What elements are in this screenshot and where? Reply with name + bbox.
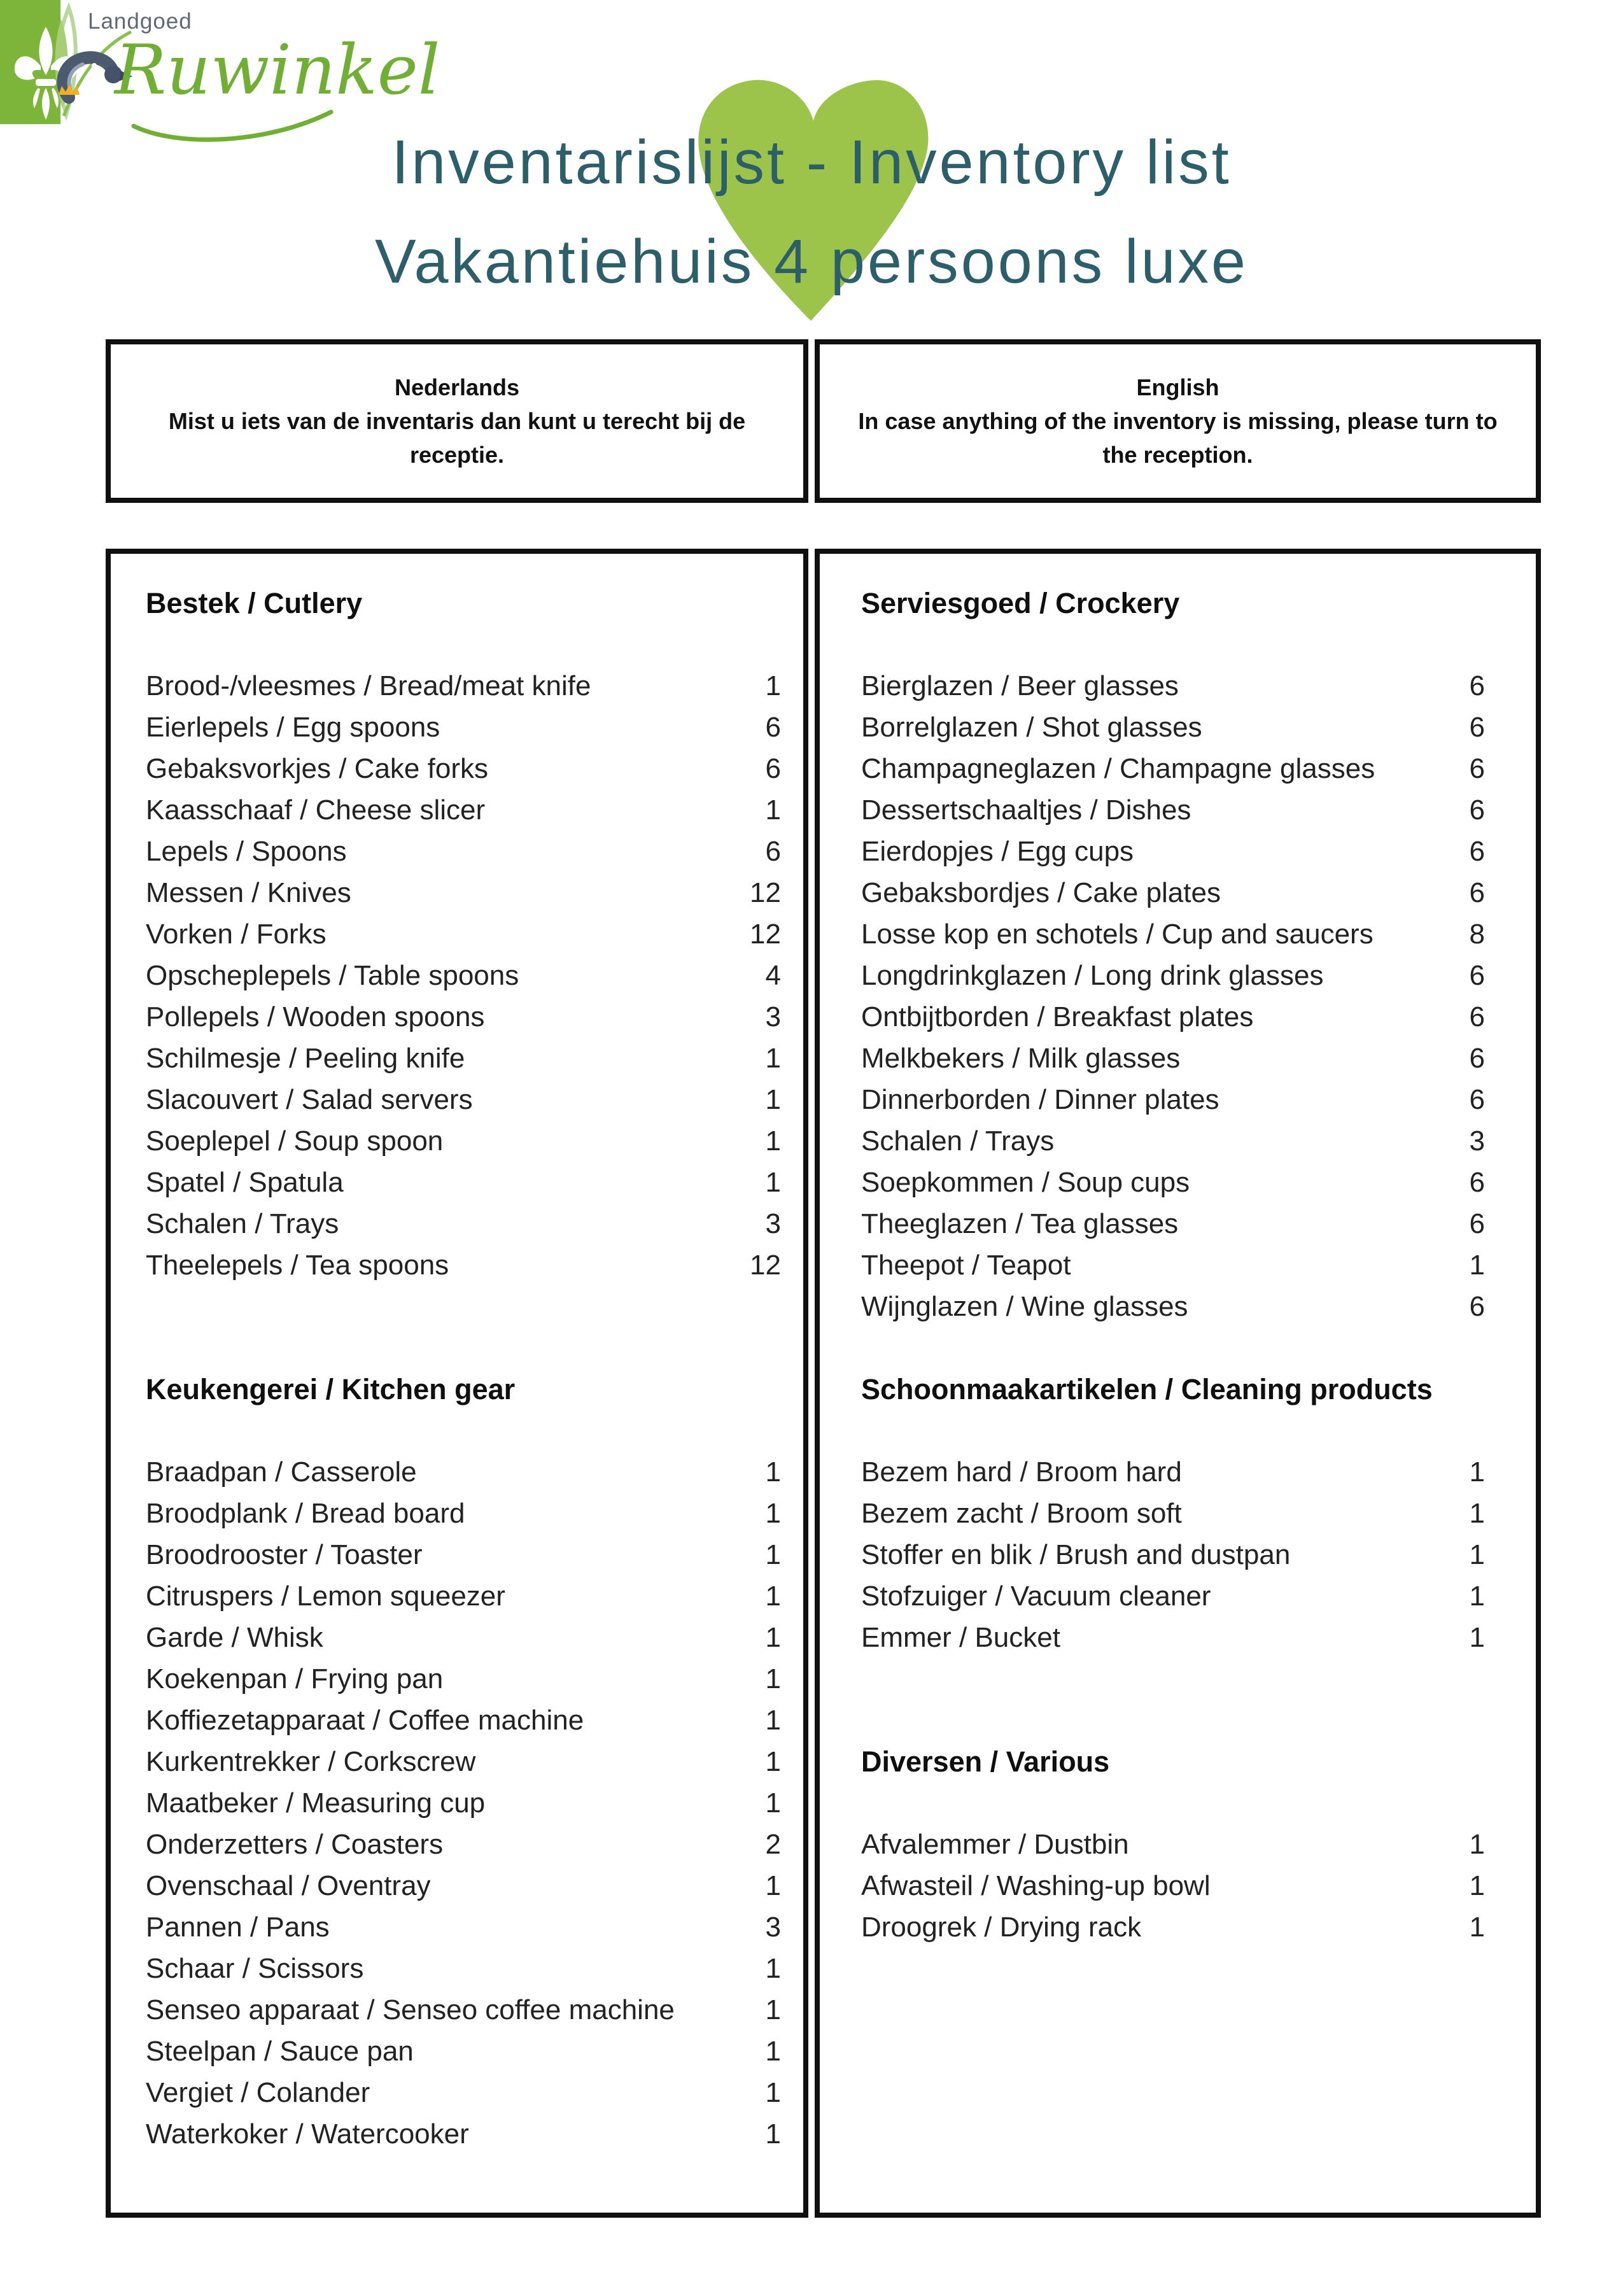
- inventory-box-right: [815, 549, 1541, 2218]
- inventory-row: [861, 831, 1485, 872]
- item-qty: 1: [765, 1125, 781, 1157]
- inventory-row: [146, 665, 781, 707]
- item-qty: 1: [765, 2077, 781, 2108]
- page-title-line1: Inventarislijst - Inventory list: [391, 127, 1232, 197]
- item-qty: 1: [765, 1456, 781, 1488]
- item-name: Schalen / Trays: [146, 1208, 339, 1239]
- item-name: Stoffer en blik / Brush and dustpan: [861, 1539, 1291, 1570]
- item-name: Steelpan / Sauce pan: [146, 2036, 414, 2067]
- item-name: Kaasschaaf / Cheese slicer: [146, 794, 486, 826]
- item-qty: 1: [765, 1167, 781, 1198]
- item-qty: 3: [765, 1208, 781, 1239]
- item-qty: 1: [765, 1870, 781, 1901]
- item-name: Vergiet / Colander: [146, 2077, 370, 2108]
- inventory-row: [861, 913, 1485, 955]
- item-name: Soeplepel / Soup spoon: [146, 1125, 444, 1157]
- inventory-row: [146, 1493, 781, 1534]
- inventory-row: [861, 1534, 1485, 1575]
- item-qty: 1: [765, 1043, 781, 1074]
- inventory-row: [861, 872, 1485, 913]
- inventory-row: [146, 2031, 781, 2072]
- inventory-row: [861, 707, 1485, 748]
- item-qty: 1: [765, 1953, 781, 1984]
- inventory-row: [861, 748, 1485, 789]
- item-name: Afvalemmer / Dustbin: [861, 1829, 1129, 1860]
- item-qty: 6: [1469, 753, 1485, 784]
- item-name: Longdrinkglazen / Long drink glasses: [861, 960, 1324, 991]
- item-qty: 6: [1469, 1001, 1485, 1032]
- inventory-section: [861, 582, 1485, 1327]
- item-qty: 12: [750, 919, 781, 950]
- item-name: Soepkommen / Soup cups: [861, 1167, 1190, 1198]
- item-qty: 3: [765, 1912, 781, 1943]
- item-name: Pollepels / Wooden spoons: [146, 1001, 485, 1032]
- item-qty: 6: [1469, 960, 1485, 991]
- item-qty: 3: [1469, 1125, 1485, 1157]
- inventory-row: [861, 955, 1485, 996]
- inventory-row: [146, 1534, 781, 1575]
- item-qty: 1: [1469, 1912, 1485, 1943]
- inventory-row: [861, 1244, 1485, 1286]
- item-name: Borrelglazen / Shot glasses: [861, 712, 1202, 743]
- item-qty: 1: [1469, 1829, 1485, 1860]
- inventory-row: [861, 1203, 1485, 1244]
- page-title-line2: Vakantiehuis 4 persoons luxe: [374, 227, 1248, 296]
- inventory-row: [861, 1906, 1485, 1948]
- item-qty: 6: [1469, 1291, 1485, 1322]
- item-qty: 4: [765, 960, 781, 991]
- item-name: Braadpan / Casserole: [146, 1456, 417, 1488]
- inventory-row: [146, 955, 781, 996]
- inventory-row: [146, 1948, 781, 1989]
- item-qty: 3: [765, 1001, 781, 1032]
- inventory-row: [146, 1079, 781, 1120]
- item-name: Koekenpan / Frying pan: [146, 1663, 444, 1694]
- item-qty: 1: [765, 2118, 781, 2150]
- section-heading: Keukengerei / Kitchen gear: [146, 1373, 516, 1405]
- inventory-row: [146, 789, 781, 831]
- item-qty: 1: [1469, 1581, 1485, 1612]
- inventory-section: [861, 1741, 1485, 1948]
- inventory-row: [146, 707, 781, 748]
- item-name: Spatel / Spatula: [146, 1167, 344, 1198]
- item-qty: 12: [750, 1250, 781, 1281]
- item-name: Stofzuiger / Vacuum cleaner: [861, 1581, 1211, 1612]
- inventory-section: [146, 1369, 781, 2155]
- estate-label: Landgoed: [88, 9, 192, 34]
- inventory-row: [146, 1451, 781, 1493]
- item-name: Schilmesje / Peeling knife: [146, 1043, 465, 1074]
- item-qty: 1: [765, 1787, 781, 1819]
- item-qty: 1: [765, 2036, 781, 2067]
- inventory-row: [146, 1906, 781, 1948]
- estate-name: Ruwinkel: [115, 31, 440, 110]
- inventory-row: [146, 1989, 781, 2031]
- item-name: Dessertschaaltjes / Dishes: [861, 794, 1191, 826]
- inventory-section: [146, 582, 781, 1286]
- inventory-row: [146, 1782, 781, 1824]
- item-name: Theelepels / Tea spoons: [146, 1250, 449, 1281]
- notice-heading-english: English: [1136, 374, 1219, 400]
- inventory-row: [861, 1617, 1485, 1658]
- item-qty: 6: [765, 712, 781, 743]
- inventory-row: [861, 665, 1485, 707]
- section-spacer: [861, 624, 1485, 665]
- notice-box-english: [815, 339, 1541, 503]
- item-qty: 6: [1469, 712, 1485, 743]
- item-name: Waterkoker / Watercooker: [146, 2118, 469, 2150]
- item-name: Droogrek / Drying rack: [861, 1912, 1142, 1943]
- inventory-row: [861, 1162, 1485, 1203]
- item-qty: 1: [765, 794, 781, 826]
- section-spacer: [146, 624, 781, 665]
- inventory-row: [861, 1079, 1485, 1120]
- inventory-row: [861, 1120, 1485, 1162]
- item-qty: 1: [1469, 1250, 1485, 1281]
- item-qty: 6: [1469, 1043, 1485, 1074]
- item-qty: 6: [765, 753, 781, 784]
- section-spacer: [146, 1410, 781, 1451]
- item-qty: 1: [1469, 1498, 1485, 1529]
- item-name: Gebaksbordjes / Cake plates: [861, 877, 1221, 908]
- inventory-row: [146, 913, 781, 955]
- item-name: Brood-/vleesmes / Bread/meat knife: [146, 670, 591, 701]
- item-name: Theeglazen / Tea glasses: [861, 1208, 1179, 1239]
- item-qty: 1: [765, 1622, 781, 1653]
- notice-box-dutch: [106, 339, 808, 503]
- item-name: Lepels / Spoons: [146, 836, 347, 867]
- item-qty: 1: [765, 1581, 781, 1612]
- item-name: Messen / Knives: [146, 877, 351, 908]
- item-qty: 8: [1469, 919, 1485, 950]
- inventory-row: [146, 1120, 781, 1162]
- inventory-row: [861, 1575, 1485, 1617]
- inventory-row: [146, 1700, 781, 1741]
- inventory-row: [146, 1575, 781, 1617]
- item-qty: 1: [765, 1084, 781, 1115]
- inventory-row: [861, 1865, 1485, 1906]
- inventory-row: [146, 831, 781, 872]
- section-heading: Bestek / Cutlery: [146, 587, 363, 619]
- item-qty: 6: [1469, 1208, 1485, 1239]
- item-name: Schalen / Trays: [861, 1125, 1055, 1157]
- item-qty: 1: [1469, 1456, 1485, 1488]
- item-qty: 6: [1469, 836, 1485, 867]
- notice-body-english: In case anything of the inventory is missing, please turn to the reception.: [858, 408, 1498, 468]
- item-qty: 1: [765, 1663, 781, 1694]
- item-name: Dinnerborden / Dinner plates: [861, 1084, 1219, 1115]
- item-name: Pannen / Pans: [146, 1912, 330, 1943]
- section-heading: Diversen / Various: [861, 1745, 1110, 1778]
- item-name: Onderzetters / Coasters: [146, 1829, 444, 1860]
- item-qty: 1: [765, 670, 781, 701]
- item-qty: 1: [765, 1705, 781, 1736]
- item-name: Koffiezetapparaat / Coffee machine: [146, 1705, 584, 1736]
- inventory-row: [146, 996, 781, 1038]
- inventory-row: [146, 1865, 781, 1906]
- inventory-row: [146, 748, 781, 789]
- notice-heading-dutch: Nederlands: [394, 374, 520, 400]
- item-qty: 1: [765, 1539, 781, 1570]
- inventory-row: [146, 1203, 781, 1244]
- inventory-row: [146, 1741, 781, 1782]
- item-name: Slacouvert / Salad servers: [146, 1084, 473, 1115]
- item-name: Wijnglazen / Wine glasses: [861, 1291, 1188, 1322]
- item-name: Bezem zacht / Broom soft: [861, 1498, 1182, 1529]
- item-name: Garde / Whisk: [146, 1622, 323, 1653]
- item-name: Theepot / Teapot: [861, 1250, 1071, 1281]
- item-name: Afwasteil / Washing-up bowl: [861, 1870, 1211, 1901]
- item-qty: 1: [1469, 1539, 1485, 1570]
- inventory-row: [146, 1824, 781, 1865]
- item-qty: 6: [1469, 1167, 1485, 1198]
- item-name: Ontbijtborden / Breakfast plates: [861, 1001, 1254, 1032]
- item-name: Vorken / Forks: [146, 919, 327, 950]
- inventory-row: [146, 1617, 781, 1658]
- inventory-row: [146, 1038, 781, 1079]
- item-qty: 1: [765, 1498, 781, 1529]
- item-qty: 1: [765, 1746, 781, 1777]
- notice-body-dutch: Mist u iets van de inventaris dan kunt u terecht bij de receptie.: [168, 408, 746, 468]
- item-name: Opscheplepels / Table spoons: [146, 960, 519, 991]
- inventory-row: [861, 789, 1485, 831]
- item-name: Losse kop en schotels / Cup and saucers: [861, 919, 1374, 950]
- inventory-row: [861, 1824, 1485, 1865]
- inventory-row: [861, 996, 1485, 1038]
- item-qty: 6: [1469, 670, 1485, 701]
- item-name: Champagneglazen / Champagne glasses: [861, 753, 1375, 784]
- inventory-row: [861, 1451, 1485, 1493]
- item-qty: 1: [765, 1994, 781, 2025]
- item-name: Bezem hard / Broom hard: [861, 1456, 1182, 1488]
- inventory-row: [146, 2113, 781, 2155]
- item-name: Melkbekers / Milk glasses: [861, 1043, 1181, 1074]
- section-heading: Schoonmaakartikelen / Cleaning products: [861, 1373, 1433, 1405]
- item-qty: 6: [1469, 877, 1485, 908]
- item-name: Ovenschaal / Oventray: [146, 1870, 431, 1901]
- section-spacer: [861, 1782, 1485, 1824]
- item-name: Broodplank / Bread board: [146, 1498, 465, 1529]
- item-name: Emmer / Bucket: [861, 1622, 1060, 1653]
- inventory-box-left: [106, 549, 808, 2218]
- inventory-row: [146, 1244, 781, 1286]
- inventory-row: [146, 1658, 781, 1700]
- item-qty: 2: [765, 1829, 781, 1860]
- item-name: Eierdopjes / Egg cups: [861, 836, 1134, 867]
- item-name: Schaar / Scissors: [146, 1953, 364, 1984]
- section-spacer: [861, 1410, 1485, 1451]
- item-name: Bierglazen / Beer glasses: [861, 670, 1179, 701]
- inventory-row: [146, 2072, 781, 2113]
- item-name: Maatbeker / Measuring cup: [146, 1787, 486, 1819]
- inventory-row: [146, 872, 781, 913]
- inventory-row: [861, 1038, 1485, 1079]
- section-heading: Serviesgoed / Crockery: [861, 587, 1180, 619]
- item-name: Eierlepels / Egg spoons: [146, 712, 440, 743]
- item-qty: 6: [1469, 794, 1485, 826]
- item-name: Citruspers / Lemon squeezer: [146, 1581, 505, 1612]
- item-qty: 1: [1469, 1870, 1485, 1901]
- item-qty: 6: [765, 836, 781, 867]
- item-name: Gebaksvorkjes / Cake forks: [146, 753, 488, 784]
- inventory-row: [861, 1493, 1485, 1534]
- item-name: Kurkentrekker / Corkscrew: [146, 1746, 476, 1777]
- item-name: Senseo apparaat / Senseo coffee machine: [146, 1994, 675, 2025]
- item-qty: 12: [750, 877, 781, 908]
- inventory-section: [861, 1369, 1485, 1658]
- item-name: Broodrooster / Toaster: [146, 1539, 423, 1570]
- inventory-row: [861, 1286, 1485, 1327]
- inventory-row: [146, 1162, 781, 1203]
- item-qty: 6: [1469, 1084, 1485, 1115]
- item-qty: 1: [1469, 1622, 1485, 1653]
